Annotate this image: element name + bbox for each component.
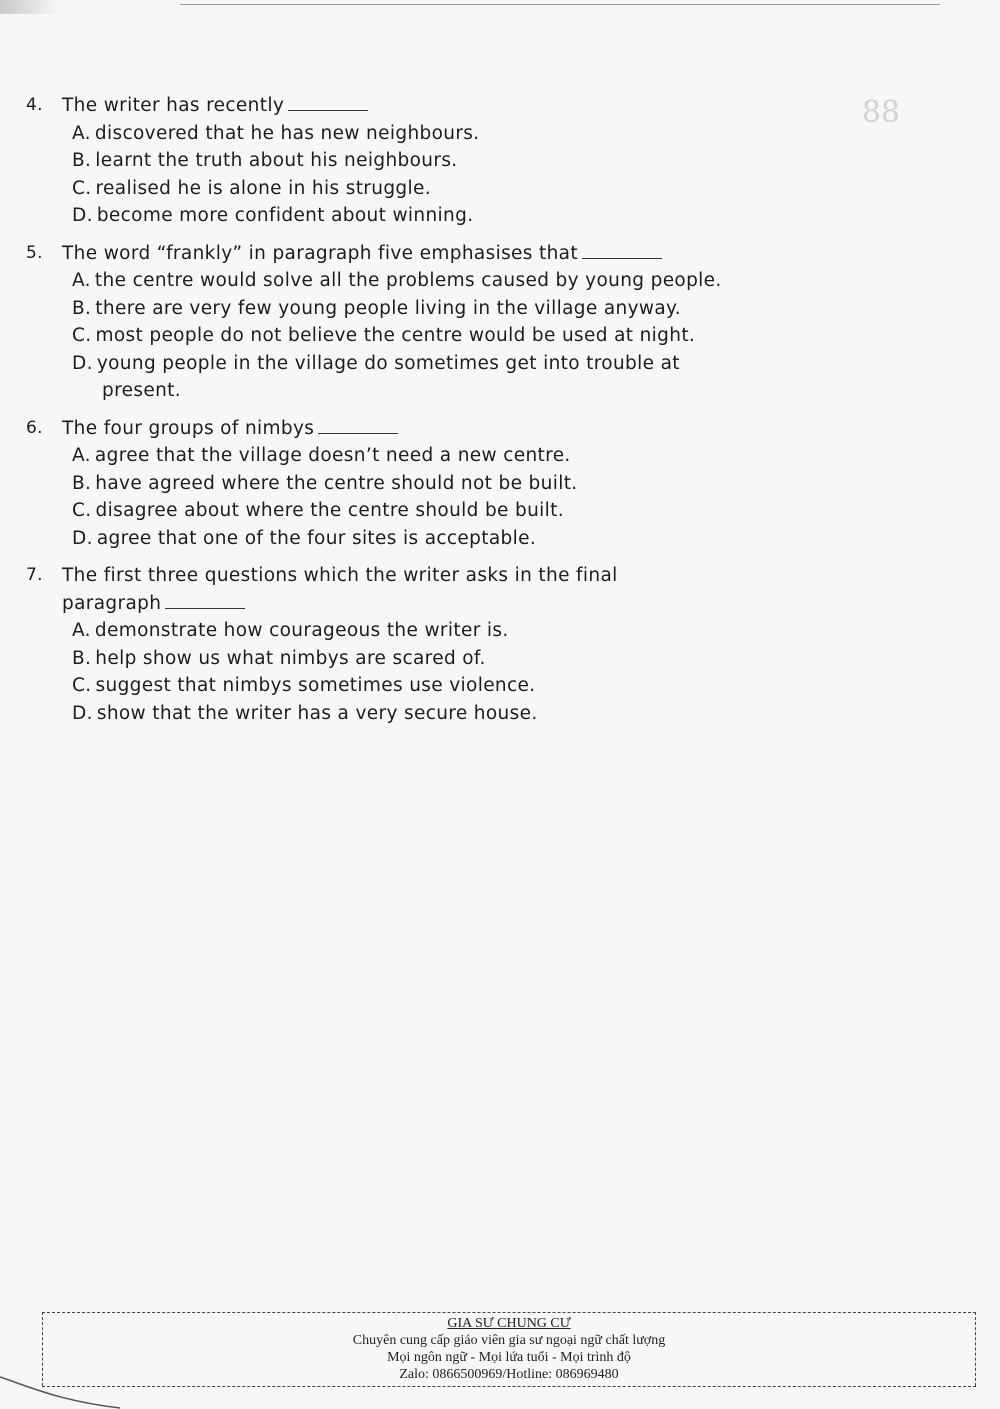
option-c: C. realised he is alone in his struggle. bbox=[72, 177, 431, 199]
option-c: C. suggest that nimbys sometimes use violence. bbox=[72, 675, 536, 696]
option-a: A. agree that the village doesn’t need a new centre. bbox=[72, 445, 571, 466]
footer-line-3: Zalo: 0866500969/Hotline: 086969480 bbox=[399, 1367, 619, 1382]
answer-blank bbox=[582, 244, 662, 259]
footer-title: GIA SƯ CHUNG CƯ bbox=[447, 1316, 571, 1331]
question-number: 5. bbox=[26, 242, 43, 263]
question-stem-continuation: paragraph bbox=[62, 592, 162, 614]
question-number: 4. bbox=[26, 95, 43, 115]
option-a: A. demonstrate how courageous the writer is. bbox=[72, 620, 509, 641]
option-b: B. help show us what nimbys are scared of. bbox=[72, 647, 486, 669]
scan-top-edge bbox=[0, 0, 1000, 14]
question-list bbox=[26, 92, 926, 737]
question-6 bbox=[26, 415, 926, 553]
option-d: D. become more confident about winning. bbox=[72, 205, 474, 226]
answer-blank bbox=[165, 594, 245, 609]
question-number: 6. bbox=[26, 417, 43, 438]
footer-text bbox=[42, 1315, 976, 1383]
option-c: C. most people do not believe the centre would be used at night. bbox=[72, 325, 696, 346]
answer-blank bbox=[318, 419, 398, 434]
top-rule bbox=[180, 4, 940, 5]
scan-smudge bbox=[0, 0, 60, 14]
options bbox=[72, 442, 926, 552]
option-b: B. learnt the truth about his neighbours. bbox=[72, 150, 458, 171]
question-4 bbox=[26, 92, 926, 230]
option-b: B. there are very few young people living in the village anyway. bbox=[72, 297, 681, 319]
footer-border-top bbox=[42, 1312, 976, 1313]
footer-line-1: Chuyên cung cấp giáo viên gia sư ngoại ngữ chất lượng bbox=[352, 1333, 666, 1348]
option-d: D. agree that one of the four sites is acceptable. bbox=[72, 527, 537, 549]
options bbox=[72, 267, 926, 405]
option-continuation: present. bbox=[102, 380, 182, 401]
question-stem: The word “frankly” in paragraph five emphasises that bbox=[62, 240, 926, 268]
question-stem: The four groups of nimbys bbox=[62, 415, 926, 443]
scan-corner-curve bbox=[0, 1375, 120, 1409]
question-stem: The first three questions which the writer asks in the final paragraph bbox=[62, 565, 618, 614]
footer-line-2: Mọi ngôn ngữ - Mọi lứa tuổi - Mọi trình độ bbox=[387, 1350, 631, 1365]
footer-box bbox=[42, 1312, 976, 1388]
question-number: 7. bbox=[26, 565, 43, 585]
options bbox=[72, 120, 926, 230]
question-7 bbox=[26, 562, 926, 727]
question-5 bbox=[26, 240, 926, 405]
option-b: B. have agreed where the centre should not be built. bbox=[72, 472, 578, 494]
option-d: D. show that the writer has a very secure house. bbox=[72, 702, 538, 724]
answer-blank bbox=[288, 96, 368, 111]
options bbox=[72, 617, 926, 727]
option-a: A. discovered that he has new neighbours. bbox=[72, 122, 480, 144]
option-a: A. the centre would solve all the problems caused by young people. bbox=[72, 270, 722, 291]
question-stem: The writer has recently bbox=[62, 92, 926, 120]
footer-border-bottom bbox=[42, 1386, 976, 1387]
bleed-through-page-number: 88 bbox=[861, 95, 900, 130]
option-c: C. disagree about where the centre should be built. bbox=[72, 500, 564, 521]
option-d: D. young people in the village do sometimes get into trouble at present. bbox=[72, 350, 926, 405]
